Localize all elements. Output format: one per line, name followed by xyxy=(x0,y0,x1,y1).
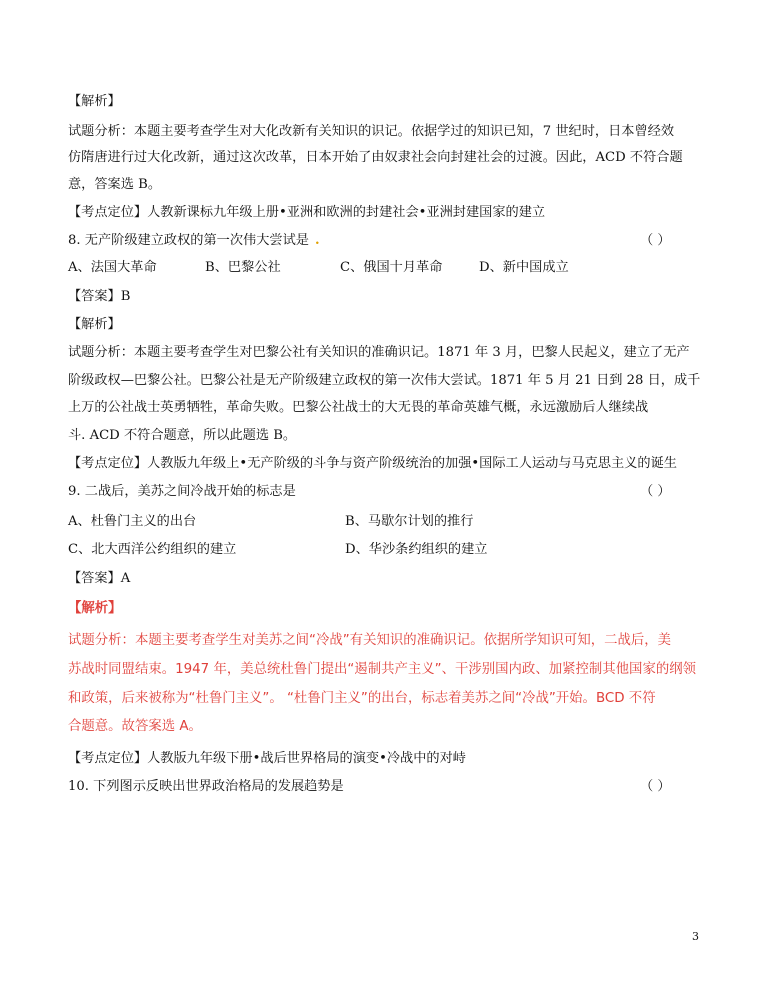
analysis-line: 斗. ACD 不符合题意，所以此题选 B。 xyxy=(68,428,297,443)
option-a: A、法国大革命 xyxy=(68,260,157,275)
option-c: C、俄国十月革命 xyxy=(340,260,443,275)
analysis-line: 上万的公社战士英勇牺牲，革命失败。巴黎公社战士的大无畏的革命英雄气概，永远激励后人继续战 xyxy=(68,400,649,415)
answer-line: 【答案】B xyxy=(68,289,131,304)
analysis-line: 阶级政权—巴黎公社。巴黎公社是无产阶级建立政权的第一次伟大尝试。1871 年 5 月 21 日到 28 日，成千 xyxy=(68,373,701,388)
answer-paren: （ ） xyxy=(640,484,671,499)
answer-line: 【答案】A xyxy=(68,571,131,586)
option-a: A、杜鲁门主义的出台 xyxy=(68,514,197,529)
answer-paren: （ ） xyxy=(640,779,671,794)
option-c: C、北大西洋公约组织的建立 xyxy=(68,542,237,557)
option-d: D、新中国成立 xyxy=(479,260,569,275)
analysis-label: 【解析】 xyxy=(68,601,122,616)
analysis-line: 苏战时同盟结束。1947 年，美总统杜鲁门提出“遏制共产主义”、干涉别国内政、加紧控制其他国家的纲领 xyxy=(68,662,697,677)
exam-point: 【考点定位】人教版九年级下册•战后世界格局的演变•冷战中的对峙 xyxy=(68,751,466,766)
question-8-stem xyxy=(68,232,708,250)
highlight-dot: . xyxy=(314,233,320,248)
exam-point: 【考点定位】人教新课标九年级上册•亚洲和欧洲的封建社会•亚洲封建国家的建立 xyxy=(68,205,546,220)
question-stem-text: 10. 下列图示反映出世界政治格局的发展趋势是 xyxy=(68,779,344,794)
question-9-stem xyxy=(68,483,708,501)
analysis-line: 试题分析：本题主要考查学生对大化改新有关知识的识记。依据学过的知识已知，7 世纪时，日本曾经效 xyxy=(68,124,675,139)
analysis-line: 合题意。故答案选 A。 xyxy=(68,719,202,734)
analysis-label: 【解析】 xyxy=(68,94,121,109)
answer-paren: （ ） xyxy=(640,233,671,248)
analysis-line: 仿隋唐进行过大化改新，通过这次改革，日本开始了由奴隶社会向封建社会的过渡。因此，ACD 不符合题 xyxy=(68,150,683,165)
analysis-line: 和政策，后来被称为“杜鲁门主义”。 “杜鲁门主义”的出台，标志着美苏之间“冷战”开始。BCD 不符 xyxy=(68,691,656,706)
exam-point: 【考点定位】人教版九年级上•无产阶级的斗争与资产阶级统治的加强•国际工人运动与马克思主义的诞生 xyxy=(68,456,677,471)
question-10-stem xyxy=(68,778,708,796)
analysis-line: 试题分析：本题主要考查学生对美苏之间“冷战”有关知识的准确识记。依据所学知识可知，二战后，美 xyxy=(68,633,672,648)
option-b: B、巴黎公社 xyxy=(205,260,281,275)
page-number: 3 xyxy=(692,930,699,943)
option-b: B、马歇尔计划的推行 xyxy=(345,514,474,529)
option-d: D、华沙条约组织的建立 xyxy=(345,542,488,557)
question-stem-text: 9. 二战后，美苏之间冷战开始的标志是 xyxy=(68,484,296,499)
analysis-line: 试题分析：本题主要考查学生对巴黎公社有关知识的准确识记。1871 年 3 月，巴黎人民起义，建立了无产 xyxy=(68,345,690,360)
analysis-label: 【解析】 xyxy=(68,317,121,332)
question-stem-text: 8. 无产阶级建立政权的第一次伟大尝试是 xyxy=(68,233,309,248)
analysis-line: 意，答案选 B。 xyxy=(68,177,162,192)
